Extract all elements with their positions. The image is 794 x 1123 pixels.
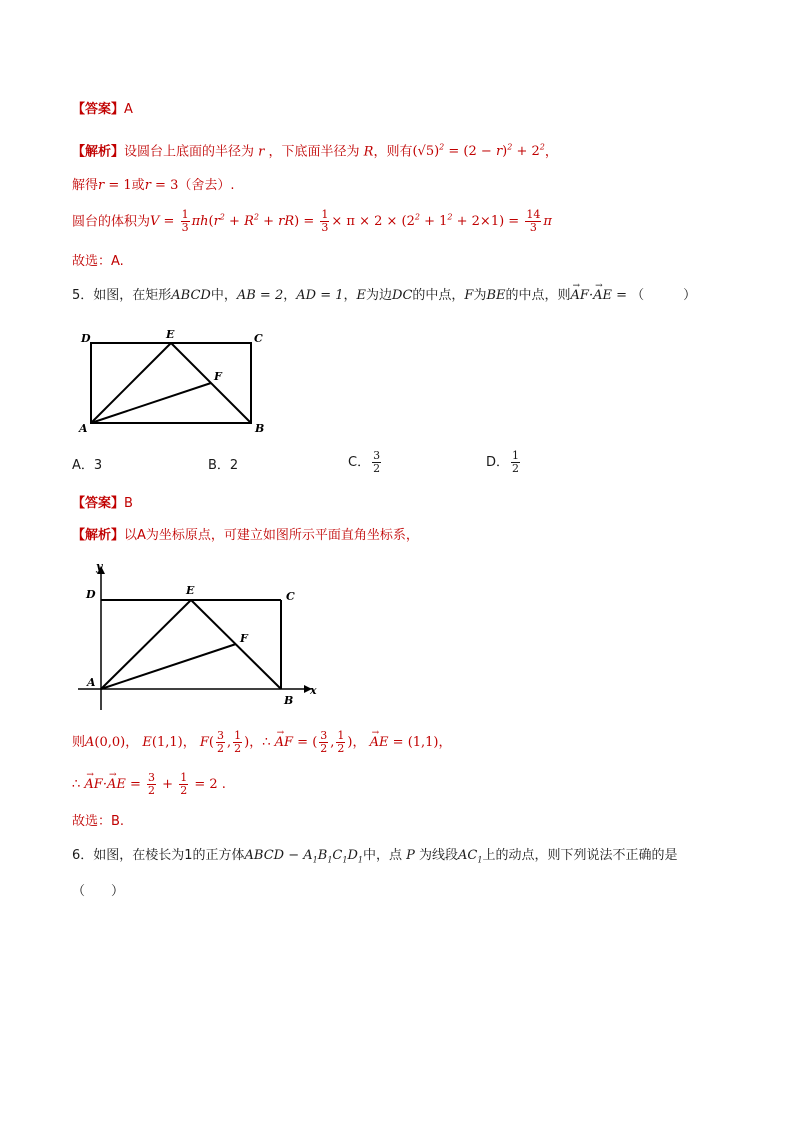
answer-tag: 【答案】 xyxy=(72,102,125,117)
q5-dot-product: ∴ → AF·→ AE = $\frac{3}{2}$ + $\frac{1}{2}$ = 2 . xyxy=(72,772,226,797)
q5-coordinates: 则A(0,0)， E(1,1)， F( $\frac{3}{2}$ , $\frac{1}{2}$ )，∴ → AF = ( $\frac{3}{2}$ , $\frac{1}{2}$ )， → AE = (1,1)， xyxy=(72,730,452,755)
option-b[interactable]: B．2 xyxy=(208,458,239,473)
label-e: E xyxy=(186,584,195,597)
segment-ae xyxy=(91,343,171,423)
q5-stem: 5．如图，在矩形ABCD中，AB = 2，AD = 1，E为边DC的中点，F为BE的中点，则→ AF·→ AE = （ ） xyxy=(72,286,696,306)
q5-options xyxy=(72,449,572,480)
segment-af xyxy=(91,383,211,423)
label-x: x xyxy=(310,684,317,697)
rectangle-figure xyxy=(76,328,276,436)
rectangle-abcd xyxy=(91,343,251,423)
q4-analysis-line2: 解得r = 1或r = 3（舍去）. xyxy=(72,178,235,193)
option-c[interactable]: C． $\frac{3}{2}$ xyxy=(348,449,381,475)
label-f: F xyxy=(214,370,222,383)
q5-choose: 故选：B. xyxy=(72,814,125,829)
answer-value: B xyxy=(124,496,133,511)
equation-1: $(√5)^2 = (2 - r)^2 + 2^2$ xyxy=(412,143,545,160)
label-a: A xyxy=(79,422,88,435)
q6-paren: （ ） xyxy=(72,884,125,899)
answer-value: A xyxy=(124,102,133,117)
label-b: B xyxy=(284,694,294,707)
q4-analysis-line3: 圆台的体积为V = $\frac{1}{3}$ $\pi h(r^2 + R^2 + rR)$ = $\frac{1}{3}$ × $\pi \times 2 \times (2^2 + 1^2 + 2\times 1)$ = $\frac{14}{3}$ π xyxy=(72,208,552,235)
answer-tag: 【答案】 xyxy=(72,496,125,511)
label-c: C xyxy=(286,590,295,603)
label-c: C xyxy=(254,332,263,345)
segment-af xyxy=(101,644,236,689)
label-f: F xyxy=(240,632,248,645)
label-a: A xyxy=(87,676,96,689)
label-d: D xyxy=(81,332,91,345)
label-b: B xyxy=(255,422,265,435)
option-a[interactable]: A．3 xyxy=(72,458,103,473)
label-e: E xyxy=(166,328,175,341)
q4-answer-line xyxy=(72,100,133,120)
q5-answer-line xyxy=(72,494,133,514)
segment-ae xyxy=(101,600,191,689)
q4-analysis-line1: 【解析】设圆台上底面的半径为 r ，下底面半径为 R，则有$(√5)^2 = (2 - r)^2 + 2^2$， xyxy=(72,143,558,160)
q6-stem: 6．如图，在棱长为1的正方体ABCD − $A_1B_1C_1D_1$中，点 P 为线段$AC_1$上的动点，则下列说法不正确的是 xyxy=(72,848,678,865)
q5-analysis-line: 【解析】以A为坐标原点，可建立如图所示平面直角坐标系， xyxy=(72,528,419,543)
option-d[interactable]: D． $\frac{1}{2}$ xyxy=(486,449,520,475)
analysis-tag: 【解析】 xyxy=(72,528,125,543)
analysis-tag: 【解析】 xyxy=(72,144,125,160)
coordinate-figure xyxy=(76,560,326,710)
label-y: y xyxy=(96,560,103,573)
volume-formula: V = $\frac{1}{3}$ $\pi h(r^2 + R^2 + rR)$ = $\frac{1}{3}$ × $\pi \times 2 \times (2^2 + 1^2 + 2\times 1)$ = $\frac{14}{3}$ π xyxy=(150,208,552,235)
label-d: D xyxy=(86,588,96,601)
q4-choose: 故选：A. xyxy=(72,254,124,269)
